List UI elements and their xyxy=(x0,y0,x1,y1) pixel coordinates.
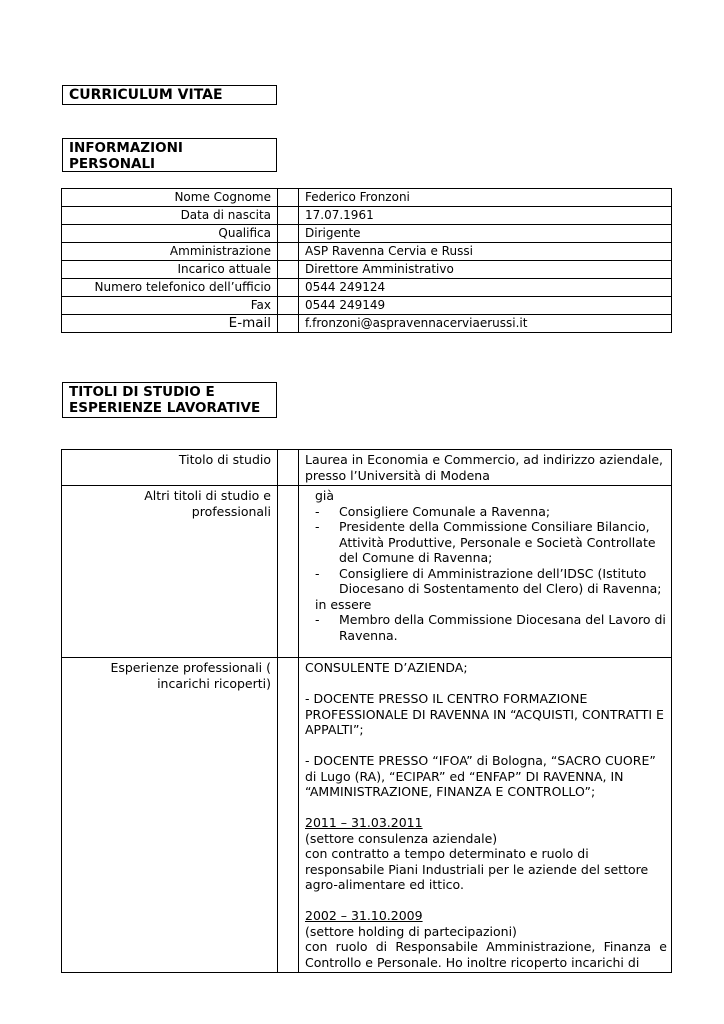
row-label: Qualifica xyxy=(62,225,278,243)
spacer-cell xyxy=(278,315,299,333)
degree-value: Laurea in Economia e Commercio, ad indirizzo aziendale, presso l’Università di Modena xyxy=(299,450,672,486)
row-label: Altri titoli di studio e professionali xyxy=(62,486,278,658)
spacer-cell xyxy=(278,297,299,315)
dash-bullet: - xyxy=(315,565,320,581)
table-row xyxy=(62,297,672,315)
row-label: Esperienze professionali ( incarichi ricoperti) xyxy=(62,658,278,973)
table-row xyxy=(62,189,672,207)
job-period: 2002 – 31.10.2009 xyxy=(305,908,423,923)
row-label: Data di nascita xyxy=(62,207,278,225)
row-value: 0544 249124 xyxy=(299,279,672,297)
table-row xyxy=(62,225,672,243)
experience-paragraph: - DOCENTE PRESSO “IFOA” di Bologna, “SACRO CUORE” di Lugo (RA), “ECIPAR” ed “ENFAP” DI RAVENNA, IN “AMMINISTRAZIONE, FINANZA E CONTROLLO”; xyxy=(305,753,656,799)
row-value: ASP Ravenna Cervia e Russi xyxy=(299,243,672,261)
item-text: Consigliere Comunale a Ravenna; xyxy=(339,503,551,519)
current-list xyxy=(305,612,667,643)
spacer-cell xyxy=(278,243,299,261)
email-value: f.fronzoni@aspravennacerviaerussi.it xyxy=(299,315,672,333)
row-label: Nome Cognome xyxy=(62,189,278,207)
spacer-cell xyxy=(278,189,299,207)
row-value: Direttore Amministrativo xyxy=(299,261,672,279)
list-item xyxy=(315,504,667,520)
cv-title: CURRICULUM VITAE xyxy=(62,85,277,105)
item-text: Consigliere di Amministrazione dell’IDSC (Istituto Diocesano di Sostentamento del Clero) di Ravenna; xyxy=(339,565,662,596)
table-row xyxy=(62,279,672,297)
list-item xyxy=(315,566,667,597)
studies-heading: TITOLI DI STUDIO E ESPERIENZE LAVORATIVE xyxy=(62,382,277,418)
row-value: 17.07.1961 xyxy=(299,207,672,225)
spacer-cell xyxy=(278,279,299,297)
past-list xyxy=(305,504,667,597)
past-label: già xyxy=(315,488,335,503)
table-row xyxy=(62,243,672,261)
row-label: Incarico attuale xyxy=(62,261,278,279)
list-item xyxy=(315,519,667,566)
list-item xyxy=(315,612,667,643)
spacer-cell xyxy=(278,450,299,486)
table-row xyxy=(62,315,672,333)
experience-cell xyxy=(299,658,672,973)
personal-info-table xyxy=(61,188,672,333)
job-description: con ruolo di Responsabile Amministrazione, Finanza e Controllo e Personale. Ho inoltre ricoperto incarichi di xyxy=(305,939,667,970)
table-row xyxy=(62,658,672,973)
job-description: con contratto a tempo determinato e ruolo di responsabile Piani Industriali per le aziende del settore agro-alimentare ed ittico. xyxy=(305,846,649,892)
personal-info-heading: INFORMAZIONI PERSONALI xyxy=(62,138,277,172)
studies-table xyxy=(61,449,672,973)
row-label: E-mail xyxy=(62,315,278,333)
table-row xyxy=(62,486,672,658)
current-label: in essere xyxy=(315,596,372,612)
item-text: Presidente della Commissione Consiliare Bilancio, Attività Produttive, Personale e Società Controllate del Comune di Ravenna; xyxy=(339,519,656,565)
row-value: 0544 249149 xyxy=(299,297,672,315)
table-row xyxy=(62,207,672,225)
experience-paragraph: CONSULENTE D’AZIENDA; xyxy=(305,660,468,675)
item-text: Membro della Commissione Diocesana del Lavoro di Ravenna. xyxy=(339,612,666,643)
experience-paragraph: - DOCENTE PRESSO IL CENTRO FORMAZIONE PROFESSIONALE DI RAVENNA IN “ACQUISTI, CONTRATTI E APPALTI”; xyxy=(305,691,664,737)
job-period: 2011 – 31.03.2011 xyxy=(305,815,423,830)
spacer-cell xyxy=(278,261,299,279)
row-value: Federico Fronzoni xyxy=(299,189,672,207)
spacer-cell xyxy=(278,225,299,243)
spacer-cell xyxy=(278,207,299,225)
row-label: Fax xyxy=(62,297,278,315)
job-sector: (settore holding di partecipazioni) xyxy=(305,923,517,939)
row-label: Amministrazione xyxy=(62,243,278,261)
other-titles-cell xyxy=(299,486,672,658)
table-row xyxy=(62,450,672,486)
dash-bullet: - xyxy=(315,519,320,534)
spacer-cell xyxy=(278,486,299,658)
dash-bullet: - xyxy=(315,612,320,627)
dash-bullet: - xyxy=(315,503,320,519)
job-sector: (settore consulenza aziendale) xyxy=(305,830,498,846)
row-label: Numero telefonico dell’ufficio xyxy=(62,279,278,297)
row-value: Dirigente xyxy=(299,225,672,243)
table-row xyxy=(62,261,672,279)
spacer-cell xyxy=(278,658,299,973)
row-label: Titolo di studio xyxy=(62,450,278,486)
